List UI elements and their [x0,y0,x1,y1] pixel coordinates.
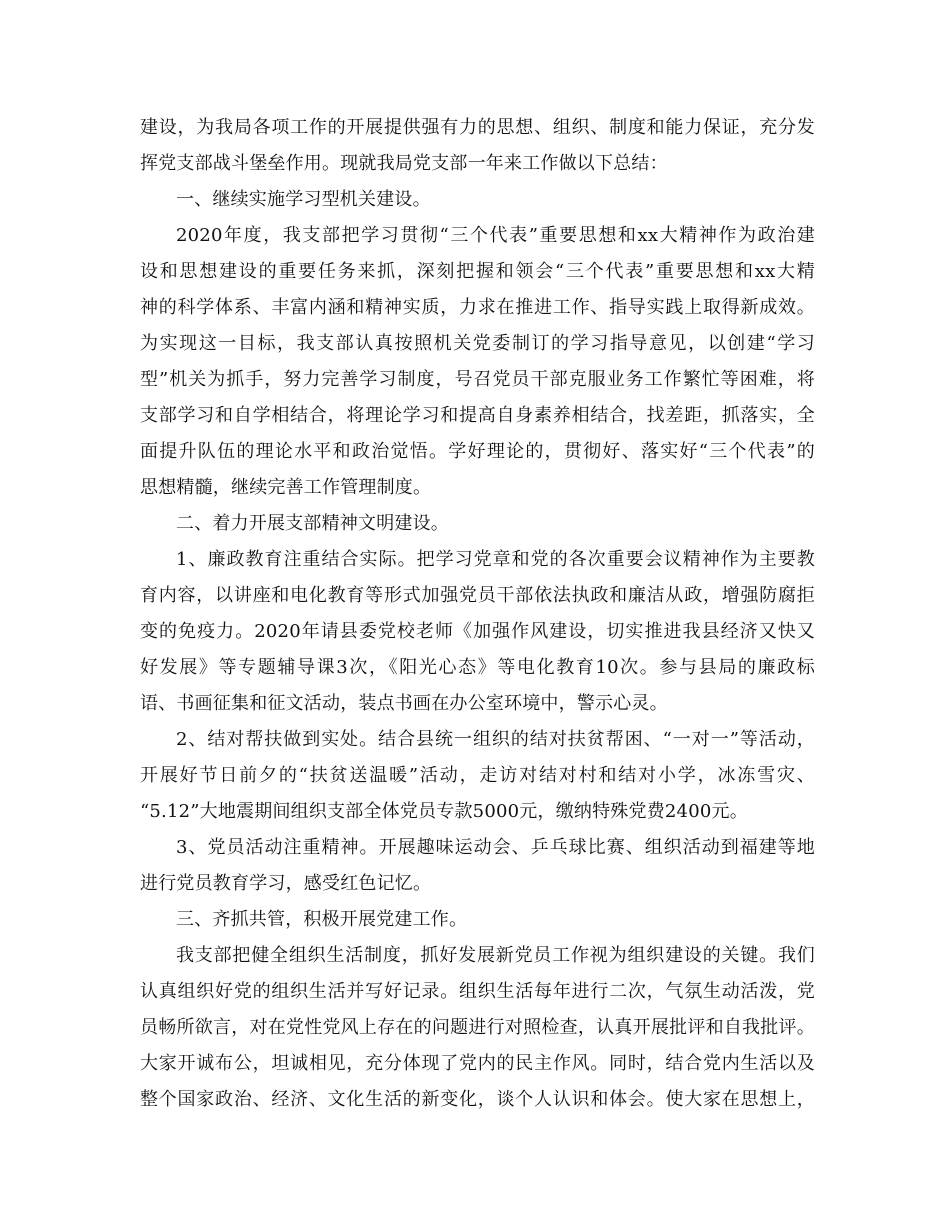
paragraph-line: 思想精髓，继续完善工作管理制度。 [140,477,432,498]
paragraph-line: 设和思想建设的重要任务来抓，深刻把握和领会“三个代表”重要思想和xx大精 [140,261,815,282]
paragraph-line: 3、党员活动注重精神。开展趣味运动会、乒乓球比赛、组织活动到福建等地 [176,837,815,858]
section-heading: 三、齐抓共管，积极开展党建工作。 [176,909,468,930]
paragraph-line: 变的免疫力。2020年请县委党校老师《加强作风建设，切实推进我县经济又快又 [140,621,815,642]
section-heading: 一、继续实施学习型机关建设。 [176,189,431,210]
paragraph-line: 型”机关为抓手，努力完善学习制度，号召党员干部克服业务工作繁忙等困难，将 [140,369,815,390]
paragraph-line: 挥党支部战斗堡垒作用。现就我局党支部一年来工作做以下总结： [140,153,668,174]
paragraph-line: 2020年度，我支部把学习贯彻“三个代表”重要思想和xx大精神作为政治建 [176,225,815,246]
paragraph-line: 面提升队伍的理论水平和政治觉悟。学好理论的，贯彻好、落实好“三个代表”的 [140,441,815,462]
paragraph-line: 2、结对帮扶做到实处。结合县统一组织的结对扶贫帮困、“一对一”等活动， [176,729,815,750]
paragraph-line: 建设，为我局各项工作的开展提供强有力的思想、组织、制度和能力保证，充分发 [140,117,815,138]
paragraph-line: 育内容，以讲座和电化教育等形式加强党员干部依法执政和廉洁从政，增强防腐拒 [140,585,815,606]
paragraph-line: 进行党员教育学习，感受红色记忆。 [140,873,432,894]
paragraph-line: 神的科学体系、丰富内涵和精神实质，力求在推进工作、指导实践上取得新成效。 [140,297,815,318]
paragraph-line: 支部学习和自学相结合，将理论学习和提高自身素养相结合，找差距，抓落实，全 [140,405,815,426]
paragraph-line: 好发展》等专题辅导课3次，《阳光心态》等电化教育10次。参与县局的廉政标 [140,657,815,678]
paragraph-line: “5.12”大地震期间组织支部全体党员专款5000元，缴纳特殊党费2400元。 [140,801,748,822]
paragraph-line: 开展好节日前夕的“扶贫送温暖”活动，走访对结对村和结对小学，冰冻雪灾、 [140,765,815,786]
paragraph-line: 语、书画征集和征文活动，装点书画在办公室环境中，警示心灵。 [140,693,668,714]
paragraph-line: 认真组织好党的组织生活并写好记录。组织生活每年进行二次，气氛生动活泼，党 [140,981,815,1002]
paragraph-line: 我支部把健全组织生活制度，抓好发展新党员工作视为组织建设的关键。我们 [176,945,815,966]
section-heading: 二、着力开展支部精神文明建设。 [176,513,449,534]
paragraph-line: 1、廉政教育注重结合实际。把学习党章和党的各次重要会议精神作为主要教 [176,549,815,570]
paragraph-line: 为实现这一目标，我支部认真按照机关党委制订的学习指导意见，以创建“学习 [140,333,815,354]
paragraph-line: 整个国家政治、经济、文化生活的新变化，谈个人认识和体会。使大家在思想上， [140,1089,815,1110]
paragraph-line: 员畅所欲言，对在党性党风上存在的问题进行对照检查，认真开展批评和自我批评。 [140,1017,815,1038]
paragraph-line: 大家开诚布公，坦诚相见，充分体现了党内的民主作风。同时，结合党内生活以及 [140,1053,815,1074]
